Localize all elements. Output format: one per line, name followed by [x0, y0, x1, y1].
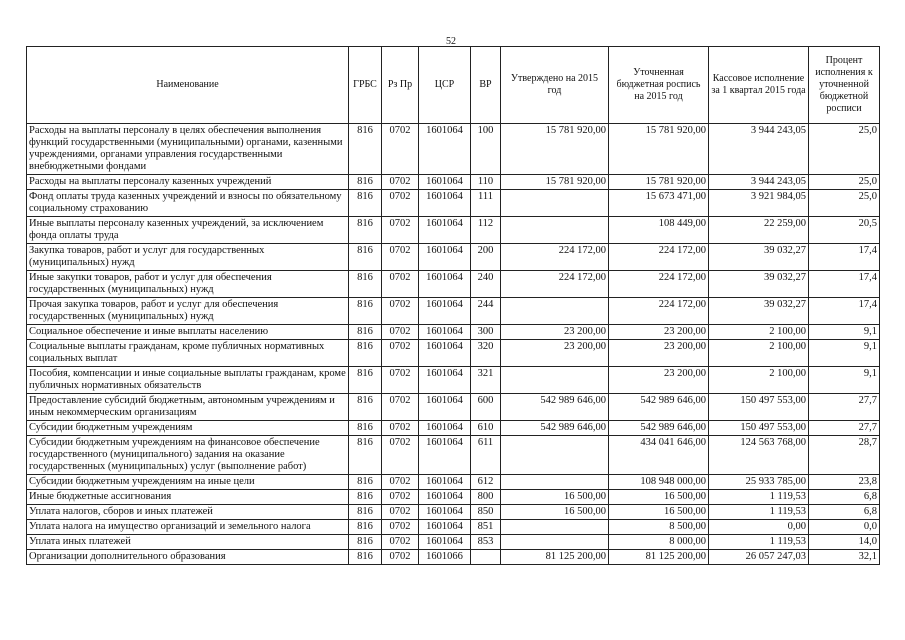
cell-percent: 27,7 — [809, 394, 880, 421]
cell-rz-pr: 0702 — [382, 520, 419, 535]
cell-csr: 1601064 — [419, 505, 471, 520]
table-row — [27, 490, 880, 505]
cell-approved — [501, 475, 609, 490]
cell-refined: 15 781 920,00 — [609, 175, 709, 190]
cell-name: Социальные выплаты гражданам, кроме публичных нормативных социальных выплат — [27, 340, 349, 367]
cell-rz-pr: 0702 — [382, 124, 419, 175]
cell-grbs: 816 — [349, 436, 382, 475]
cell-cash: 22 259,00 — [709, 217, 809, 244]
cell-vr: 611 — [471, 436, 501, 475]
table-header-row — [27, 47, 880, 124]
cell-rz-pr: 0702 — [382, 436, 419, 475]
cell-refined: 16 500,00 — [609, 505, 709, 520]
cell-csr: 1601064 — [419, 490, 471, 505]
cell-refined: 434 041 646,00 — [609, 436, 709, 475]
cell-csr: 1601064 — [419, 271, 471, 298]
cell-name: Закупка товаров, работ и услуг для государственных (муниципальных) нужд — [27, 244, 349, 271]
cell-cash: 3 921 984,05 — [709, 190, 809, 217]
cell-cash: 124 563 768,00 — [709, 436, 809, 475]
page-number: 52 — [446, 36, 456, 47]
cell-name: Организации дополнительного образования — [27, 550, 349, 565]
cell-approved — [501, 298, 609, 325]
cell-cash: 2 100,00 — [709, 325, 809, 340]
cell-percent: 25,0 — [809, 124, 880, 175]
cell-name: Уплата иных платежей — [27, 535, 349, 550]
cell-rz-pr: 0702 — [382, 244, 419, 271]
table-row — [27, 394, 880, 421]
cell-cash: 39 032,27 — [709, 271, 809, 298]
cell-vr: 610 — [471, 421, 501, 436]
cell-grbs: 816 — [349, 505, 382, 520]
cell-percent: 9,1 — [809, 325, 880, 340]
cell-rz-pr: 0702 — [382, 550, 419, 565]
cell-cash: 2 100,00 — [709, 367, 809, 394]
cell-csr: 1601064 — [419, 340, 471, 367]
cell-percent: 17,4 — [809, 298, 880, 325]
cell-percent: 6,8 — [809, 490, 880, 505]
cell-cash: 39 032,27 — [709, 298, 809, 325]
cell-refined: 15 781 920,00 — [609, 124, 709, 175]
cell-refined: 224 172,00 — [609, 244, 709, 271]
cell-grbs: 816 — [349, 175, 382, 190]
cell-name: Субсидии бюджетным учреждениям на иные цели — [27, 475, 349, 490]
cell-percent: 9,1 — [809, 367, 880, 394]
cell-cash: 1 119,53 — [709, 535, 809, 550]
cell-vr: 240 — [471, 271, 501, 298]
cell-approved: 15 781 920,00 — [501, 175, 609, 190]
cell-csr: 1601064 — [419, 298, 471, 325]
cell-grbs: 816 — [349, 475, 382, 490]
cell-percent: 20,5 — [809, 217, 880, 244]
cell-name: Прочая закупка товаров, работ и услуг для обеспечения государственных (муниципальных) нужд — [27, 298, 349, 325]
cell-rz-pr: 0702 — [382, 535, 419, 550]
cell-name: Субсидии бюджетным учреждениям — [27, 421, 349, 436]
cell-approved — [501, 367, 609, 394]
cell-vr: 612 — [471, 475, 501, 490]
cell-percent: 27,7 — [809, 421, 880, 436]
cell-csr: 1601064 — [419, 520, 471, 535]
table-body — [27, 124, 880, 565]
cell-vr: 100 — [471, 124, 501, 175]
cell-rz-pr: 0702 — [382, 475, 419, 490]
cell-refined: 15 673 471,00 — [609, 190, 709, 217]
cell-cash: 25 933 785,00 — [709, 475, 809, 490]
cell-name: Иные выплаты персоналу казенных учреждений, за исключением фонда оплаты труда — [27, 217, 349, 244]
header-csr: ЦСР — [419, 47, 471, 124]
header-cash: Кассовое исполнение за 1 квартал 2015 года — [709, 47, 809, 124]
cell-approved: 23 200,00 — [501, 325, 609, 340]
cell-vr: 851 — [471, 520, 501, 535]
cell-approved — [501, 520, 609, 535]
cell-rz-pr: 0702 — [382, 271, 419, 298]
cell-percent: 6,8 — [809, 505, 880, 520]
header-refined: Уточненная бюджетная роспись на 2015 год — [609, 47, 709, 124]
cell-csr: 1601066 — [419, 550, 471, 565]
cell-name: Иные закупки товаров, работ и услуг для обеспечения государственных (муниципальных) нужд — [27, 271, 349, 298]
cell-approved: 23 200,00 — [501, 340, 609, 367]
cell-refined: 108 948 000,00 — [609, 475, 709, 490]
cell-name: Уплата налога на имущество организаций и земельного налога — [27, 520, 349, 535]
cell-grbs: 816 — [349, 421, 382, 436]
cell-refined: 23 200,00 — [609, 340, 709, 367]
cell-csr: 1601064 — [419, 436, 471, 475]
cell-name: Социальное обеспечение и иные выплаты населению — [27, 325, 349, 340]
table-row — [27, 175, 880, 190]
cell-csr: 1601064 — [419, 475, 471, 490]
cell-vr: 112 — [471, 217, 501, 244]
cell-rz-pr: 0702 — [382, 190, 419, 217]
cell-rz-pr: 0702 — [382, 367, 419, 394]
cell-rz-pr: 0702 — [382, 394, 419, 421]
cell-grbs: 816 — [349, 535, 382, 550]
cell-vr: 244 — [471, 298, 501, 325]
cell-grbs: 816 — [349, 520, 382, 535]
cell-cash: 150 497 553,00 — [709, 394, 809, 421]
cell-refined: 224 172,00 — [609, 271, 709, 298]
cell-approved — [501, 217, 609, 244]
table-row — [27, 190, 880, 217]
header-vr: ВР — [471, 47, 501, 124]
cell-approved: 16 500,00 — [501, 505, 609, 520]
cell-cash: 39 032,27 — [709, 244, 809, 271]
cell-grbs: 816 — [349, 244, 382, 271]
cell-vr: 320 — [471, 340, 501, 367]
cell-csr: 1601064 — [419, 421, 471, 436]
cell-vr: 300 — [471, 325, 501, 340]
cell-percent: 23,8 — [809, 475, 880, 490]
cell-approved: 16 500,00 — [501, 490, 609, 505]
cell-cash: 26 057 247,03 — [709, 550, 809, 565]
cell-refined: 224 172,00 — [609, 298, 709, 325]
cell-refined: 542 989 646,00 — [609, 394, 709, 421]
cell-grbs: 816 — [349, 550, 382, 565]
cell-cash: 2 100,00 — [709, 340, 809, 367]
cell-cash: 150 497 553,00 — [709, 421, 809, 436]
cell-cash: 1 119,53 — [709, 505, 809, 520]
header-percent: Процент исполнения к уточненной бюджетной росписи — [809, 47, 880, 124]
table-row — [27, 520, 880, 535]
cell-csr: 1601064 — [419, 394, 471, 421]
cell-vr: 200 — [471, 244, 501, 271]
cell-csr: 1601064 — [419, 325, 471, 340]
table-row — [27, 475, 880, 490]
cell-percent: 32,1 — [809, 550, 880, 565]
cell-percent: 25,0 — [809, 190, 880, 217]
cell-rz-pr: 0702 — [382, 490, 419, 505]
cell-refined: 23 200,00 — [609, 367, 709, 394]
cell-rz-pr: 0702 — [382, 421, 419, 436]
cell-percent: 14,0 — [809, 535, 880, 550]
cell-approved: 542 989 646,00 — [501, 394, 609, 421]
cell-refined: 8 000,00 — [609, 535, 709, 550]
cell-refined: 23 200,00 — [609, 325, 709, 340]
cell-approved: 224 172,00 — [501, 271, 609, 298]
cell-grbs: 816 — [349, 394, 382, 421]
table-row — [27, 535, 880, 550]
cell-grbs: 816 — [349, 190, 382, 217]
budget-table — [26, 46, 880, 565]
cell-name: Субсидии бюджетным учреждениям на финансовое обеспечение государственного (муниципального) задания на оказание государственных (муниципальных) услуг (выполнение работ) — [27, 436, 349, 475]
cell-name: Пособия, компенсации и иные социальные выплаты гражданам, кроме публичных нормативных обязательств — [27, 367, 349, 394]
cell-percent: 17,4 — [809, 244, 880, 271]
cell-refined: 108 449,00 — [609, 217, 709, 244]
cell-refined: 81 125 200,00 — [609, 550, 709, 565]
cell-grbs: 816 — [349, 367, 382, 394]
cell-name: Предоставление субсидий бюджетным, автономным учреждениям и иным некоммерческим организациям — [27, 394, 349, 421]
cell-cash: 0,00 — [709, 520, 809, 535]
cell-percent: 25,0 — [809, 175, 880, 190]
table-row — [27, 367, 880, 394]
cell-vr — [471, 550, 501, 565]
cell-name: Уплата налогов, сборов и иных платежей — [27, 505, 349, 520]
cell-cash: 3 944 243,05 — [709, 124, 809, 175]
table-row — [27, 550, 880, 565]
table-row — [27, 298, 880, 325]
cell-grbs: 816 — [349, 325, 382, 340]
cell-name: Расходы на выплаты персоналу в целях обеспечения выполнения функций государственными (муниципальными) органами, казенными учреждениями, органами управления государственными внебюджетными фондами — [27, 124, 349, 175]
header-name: Наименование — [27, 47, 349, 124]
cell-name: Расходы на выплаты персоналу казенных учреждений — [27, 175, 349, 190]
header-rz-pr: Рз Пр — [382, 47, 419, 124]
table-row — [27, 421, 880, 436]
cell-rz-pr: 0702 — [382, 505, 419, 520]
cell-cash: 3 944 243,05 — [709, 175, 809, 190]
cell-vr: 800 — [471, 490, 501, 505]
table-row — [27, 505, 880, 520]
header-approved: Утверждено на 2015 год — [501, 47, 609, 124]
cell-vr: 321 — [471, 367, 501, 394]
table-row — [27, 271, 880, 298]
cell-vr: 111 — [471, 190, 501, 217]
cell-grbs: 816 — [349, 217, 382, 244]
cell-rz-pr: 0702 — [382, 298, 419, 325]
table-row — [27, 217, 880, 244]
cell-csr: 1601064 — [419, 217, 471, 244]
cell-name: Фонд оплаты труда казенных учреждений и взносы по обязательному социальному страхованию — [27, 190, 349, 217]
cell-rz-pr: 0702 — [382, 340, 419, 367]
cell-vr: 600 — [471, 394, 501, 421]
cell-csr: 1601064 — [419, 175, 471, 190]
cell-rz-pr: 0702 — [382, 175, 419, 190]
cell-vr: 853 — [471, 535, 501, 550]
cell-cash: 1 119,53 — [709, 490, 809, 505]
cell-approved: 542 989 646,00 — [501, 421, 609, 436]
cell-rz-pr: 0702 — [382, 325, 419, 340]
cell-approved — [501, 436, 609, 475]
cell-name: Иные бюджетные ассигнования — [27, 490, 349, 505]
cell-grbs: 816 — [349, 124, 382, 175]
cell-csr: 1601064 — [419, 190, 471, 217]
cell-csr: 1601064 — [419, 124, 471, 175]
cell-grbs: 816 — [349, 490, 382, 505]
cell-csr: 1601064 — [419, 367, 471, 394]
cell-vr: 110 — [471, 175, 501, 190]
table-row — [27, 325, 880, 340]
cell-vr: 850 — [471, 505, 501, 520]
cell-percent: 9,1 — [809, 340, 880, 367]
cell-refined: 542 989 646,00 — [609, 421, 709, 436]
cell-refined: 16 500,00 — [609, 490, 709, 505]
cell-rz-pr: 0702 — [382, 217, 419, 244]
cell-approved: 15 781 920,00 — [501, 124, 609, 175]
cell-grbs: 816 — [349, 340, 382, 367]
table-row — [27, 244, 880, 271]
cell-csr: 1601064 — [419, 244, 471, 271]
cell-csr: 1601064 — [419, 535, 471, 550]
table-row — [27, 340, 880, 367]
cell-grbs: 816 — [349, 298, 382, 325]
cell-approved — [501, 190, 609, 217]
cell-grbs: 816 — [349, 271, 382, 298]
cell-approved — [501, 535, 609, 550]
cell-refined: 8 500,00 — [609, 520, 709, 535]
cell-approved: 224 172,00 — [501, 244, 609, 271]
table-row — [27, 124, 880, 175]
cell-percent: 28,7 — [809, 436, 880, 475]
cell-percent: 17,4 — [809, 271, 880, 298]
table-row — [27, 436, 880, 475]
header-grbs: ГРБС — [349, 47, 382, 124]
cell-approved: 81 125 200,00 — [501, 550, 609, 565]
cell-percent: 0,0 — [809, 520, 880, 535]
